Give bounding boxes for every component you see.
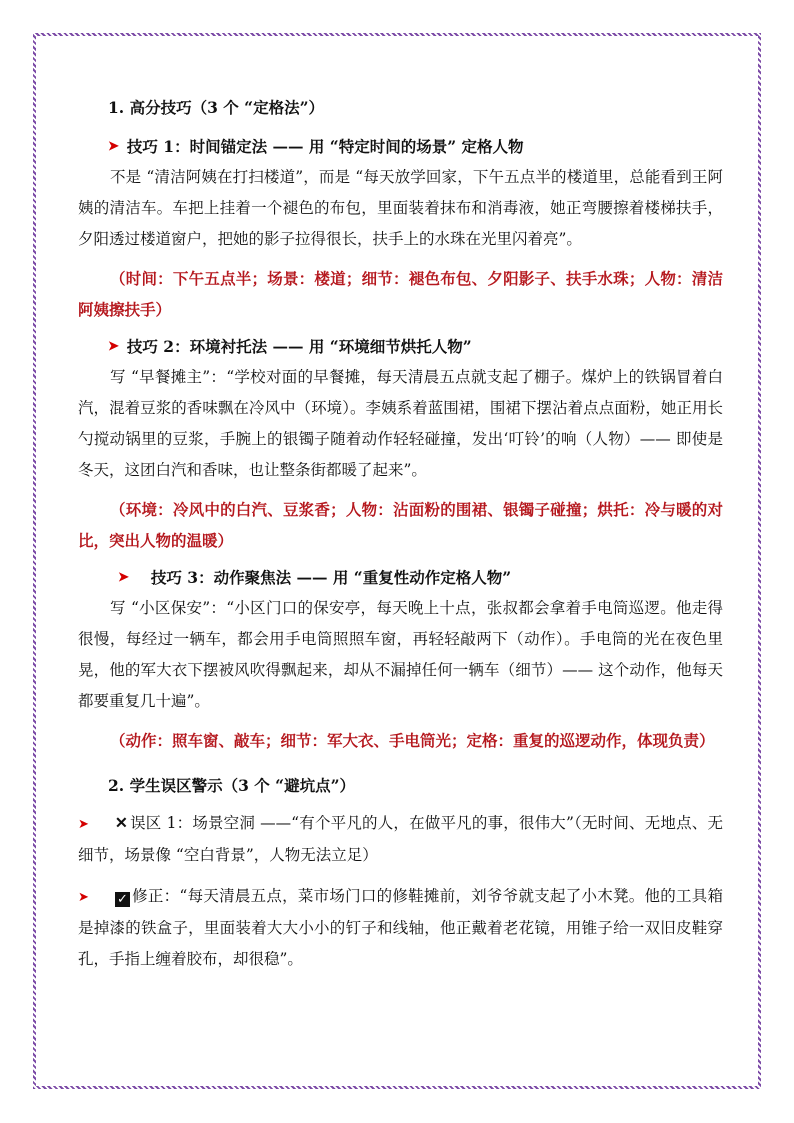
tip-3-body: 写 “小区保安”：“小区门口的保安亭，每天晚上十点，张叔都会拿着手电筒巡逻。他走得很慢，每经过一辆车，都会用手电筒照照车窗，再轻轻敲两下（动作）。手电筒的光在夜色里晃，他的军大衣下摆被风吹得飘起来，却从不漏掉任何一辆车（细节）—— 这个动作，他每天都要重复几十遍”。 <box>78 599 723 710</box>
correction-item <box>78 881 723 975</box>
tip-2-note: （环境：冷风中的白汽、豆浆香；人物：沾面粉的围裙、银镯子碰撞；烘托：冷与暖的对比，突出人物的温暖） <box>78 500 723 550</box>
tip-1-note: （时间：下午五点半；场景：楼道；细节：褪色布包、夕阳影子、扶手水珠；人物：清洁阿姨擦扶手） <box>78 269 723 319</box>
cross-icon: ✕ <box>114 813 128 832</box>
tip-1-heading <box>78 131 723 162</box>
tip-1-body: 不是 “清洁阿姨在打扫楼道”，而是 “每天放学回家，下午五点半的楼道里，总能看到王阿姨的清洁车。车把上挂着一个褪色的布包，里面装着抹布和消毒液，她正弯腰擦着楼梯扶手，夕阳透过楼道窗户，把她的影子拉得很长，扶手上的水珠在光里闪着亮”。 <box>78 168 723 248</box>
section-2-heading: 2. 学生误区警示（3 个 “避坑点”） <box>108 776 355 795</box>
tip-2-body: 写 “早餐摊主”：“学校对面的早餐摊，每天清晨五点就支起了棚子。煤炉上的铁锅冒着白汽，混着豆浆的香味飘在冷风中（环境）。李姨系着蓝围裙，围裙下摆沾着点点面粉，她正用长勺搅动锅里的豆浆，手腕上的银镯子随着动作轻轻碰撞，发出‘叮铃’的响（人物）—— 即使是冬天，这团白汽和香味，也让整条街都暖了起来”。 <box>78 368 723 479</box>
tip-3-title: 技巧 3：动作聚焦法 —— 用 “重复性动作定格人物” <box>150 568 512 587</box>
document-body <box>78 92 723 975</box>
arrow-bullet-icon: ➤ <box>78 817 89 832</box>
mistake-item <box>78 807 723 871</box>
section-1-heading: 1. 高分技巧（3 个 “定格法”） <box>108 98 324 117</box>
mistake-text: 误区 1：场景空洞 ——“有个平凡的人，在做平凡的事，很伟大”（无时间、无地点、无细节，场景像 “空白背景”，人物无法立足） <box>78 814 723 864</box>
tip-1-title: 技巧 1：时间锚定法 —— 用 “特定时间的场景” 定格人物 <box>126 137 524 156</box>
tip-2-title: 技巧 2：环境衬托法 —— 用 “环境细节烘托人物” <box>126 337 472 356</box>
arrow-bullet-icon: ➤ <box>118 570 129 585</box>
tip-3-heading <box>78 562 723 593</box>
tip-3-note: （动作：照车窗、敲车；细节：军大衣、手电筒光；定格：重复的巡逻动作，体现负责） <box>110 731 715 750</box>
tip-2-heading <box>78 331 723 362</box>
check-icon: ✓ <box>115 892 130 907</box>
correction-text: 修正：“每天清晨五点，菜市场门口的修鞋摊前，刘爷爷就支起了小木凳。他的工具箱是掉漆的铁盒子，里面装着大大小小的钉子和线轴，他正戴着老花镜，用锥子给一双旧皮鞋穿孔，手指上缠着胶布，却很稳”。 <box>78 887 723 968</box>
arrow-bullet-icon: ➤ <box>108 339 119 354</box>
arrow-bullet-icon: ➤ <box>78 890 89 905</box>
arrow-bullet-icon: ➤ <box>108 139 119 154</box>
